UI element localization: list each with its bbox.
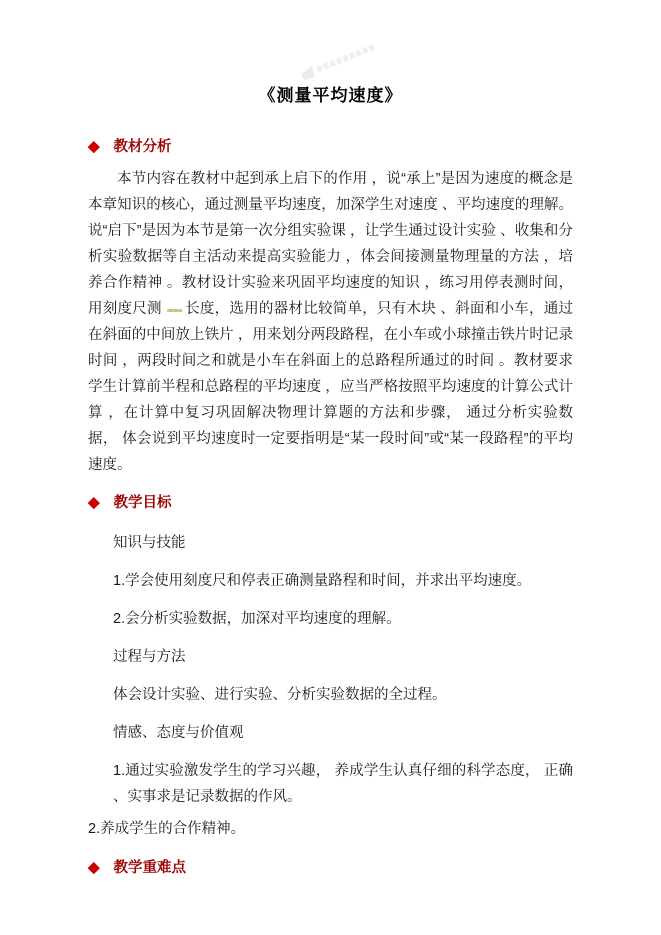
diamond-bullet-icon: ◆ [88, 859, 100, 876]
heading-label: 教学重难点 [113, 860, 187, 876]
goal-subheading-emotion-values: 情感、态度与价值观 [113, 725, 244, 741]
goal-subheading-knowledge-skills: 知识与技能 [113, 535, 186, 551]
paragraph-text-part1: 本节内容在教材中起到承上启下的作用 ，说“承上”是因为速度的概念是本章知识的核心，通过测量平均速度，加深学生对速度 、平均速度的理解。说“启下”是因为本节是第一次分组实验课 ，让学生通过设计实验 、收集和分析实验数据等自主活动来提高实验能力 ，体会间接测量物理量的方法 ，培养合作精神 。教材设计实验来巩固平均速度的知识 ，练习用停表测时间，用刻度尺测 [88, 171, 573, 317]
section-heading-teaching-goals [88, 492, 573, 514]
heading-label: 教学目标 [113, 495, 172, 511]
section-heading-key-points [88, 857, 573, 879]
goal-item-5: 2.养成学生的合作精神。 [88, 821, 246, 837]
heading-label: 教材分析 [113, 139, 172, 155]
goal-subheading-process-methods: 过程与方法 [113, 649, 186, 665]
page-title: 《测量平均速度》 [258, 86, 403, 105]
paragraph-text-part2: 长度，选用的器材比较简单，只有木块 、斜面和小车，通过在斜面的中间放上铁片 ，用来划分两段路程，在小车或小球撞击铁片时记录时间 ，两段时间之和就是小车在斜面上的总路程所通过的时间 。教材要求学生计算前半程和总路程的平均速度 ，应当严格按照平均速度的计算公式计算 ，在计算中复习巩固解决物理计算题的方法和步骤， 通过分析实验数据， 体会说到平均速度时一定要指明是“某一段时间”或“某一段路程”的平均速度。 [88, 301, 573, 473]
diamond-bullet-icon: ◆ [88, 494, 100, 511]
goal-item-2: 2.会分析实验数据，加深对平均速度的理解。 [113, 611, 401, 627]
goal-item-3: 体会设计实验、进行实验、分析实验数据的全过程。 [113, 687, 447, 703]
section-heading-material-analysis [88, 136, 573, 158]
material-analysis-paragraph [88, 166, 573, 478]
document-body [88, 136, 573, 879]
goal-item-1: 1.学会使用刻度尺和停表正确测量路程和时间，并求出平均速度。 [113, 573, 532, 589]
spellcheck-squiggle-mark [167, 309, 182, 312]
goal-item-4: 1.通过实验激发学生的学习兴趣， 养成学生认真仔细的科学态度， 正确 、实事求是记录数据的作风。 [113, 763, 573, 805]
diamond-bullet-icon: ◆ [88, 138, 100, 155]
